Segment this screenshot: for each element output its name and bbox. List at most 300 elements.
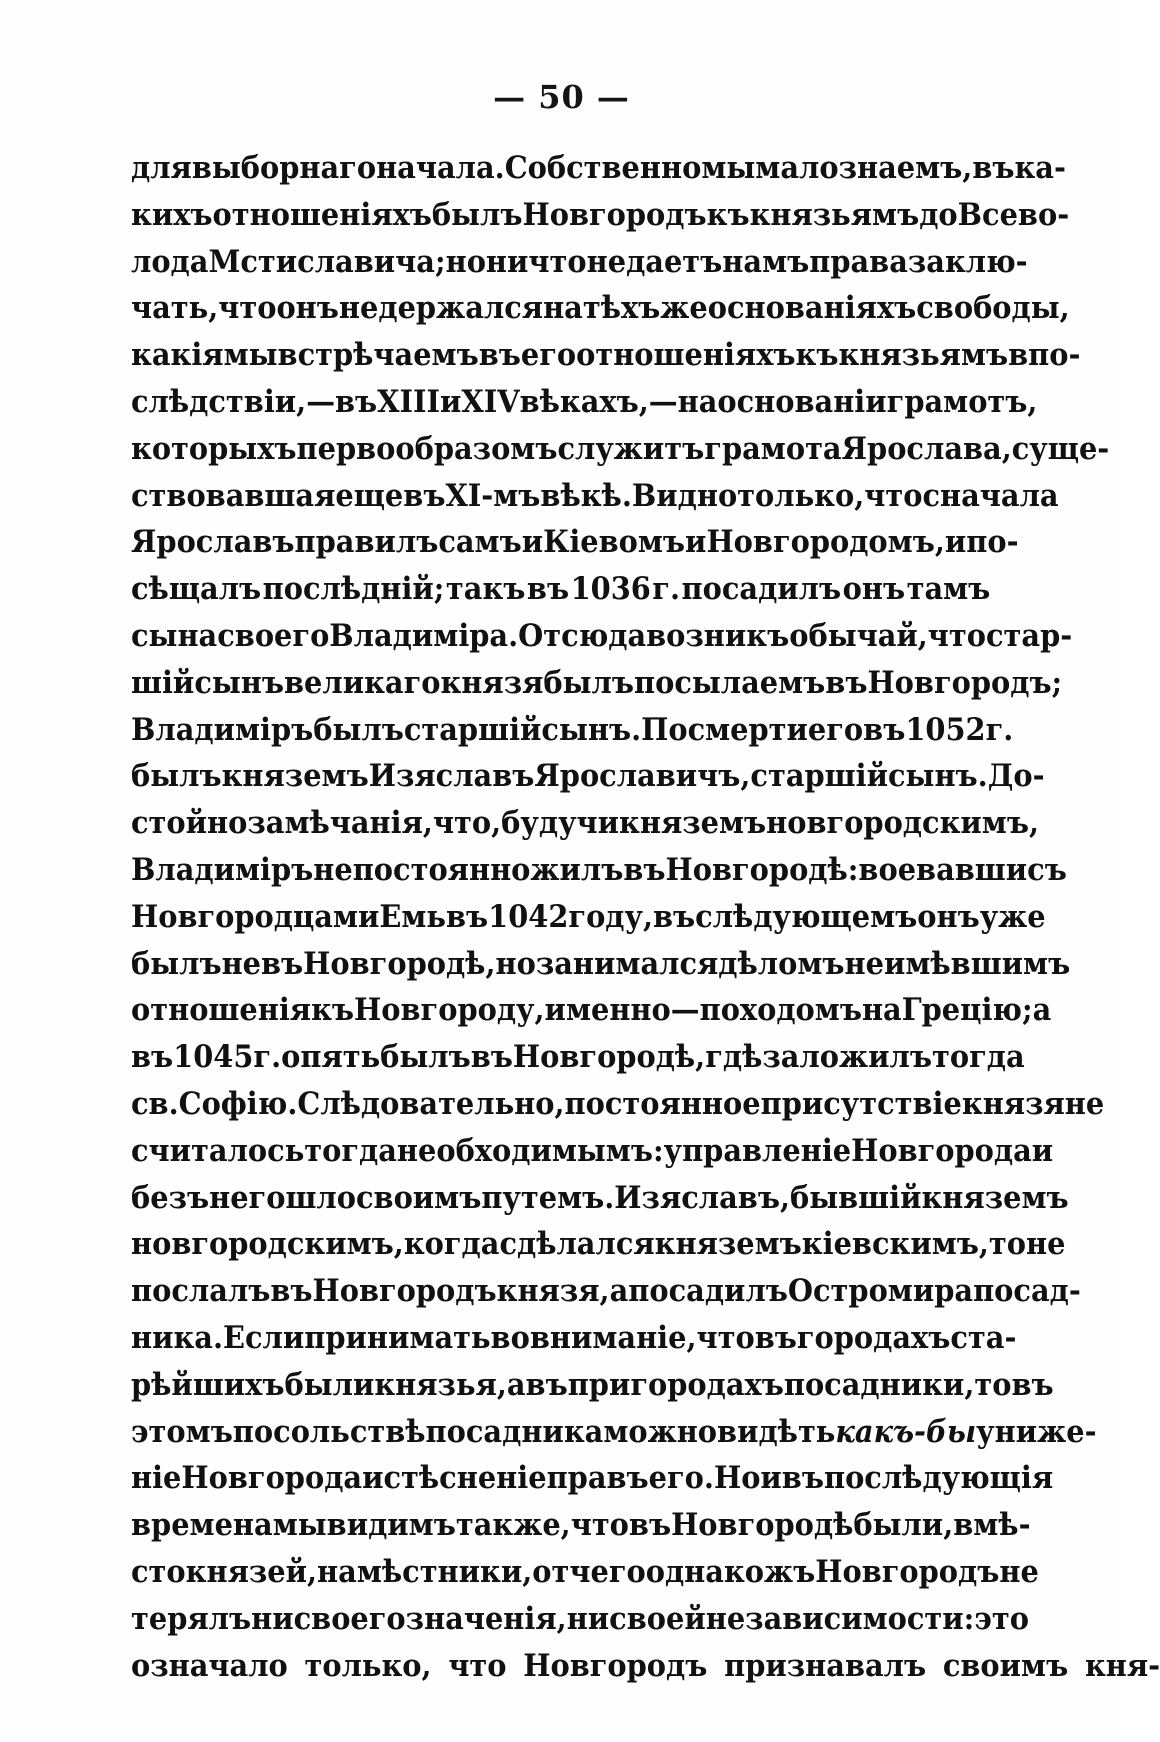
word: сына xyxy=(131,617,218,654)
word: знаемъ, xyxy=(838,150,973,186)
word: держался xyxy=(378,290,544,327)
word: какія xyxy=(131,337,224,374)
word: шій xyxy=(131,664,195,701)
word: въ xyxy=(131,1039,174,1076)
word: въ xyxy=(628,1507,672,1544)
word: видимъ xyxy=(326,1507,456,1544)
word: видѣть xyxy=(717,1413,836,1450)
word: XIV xyxy=(461,383,520,420)
word: безъ xyxy=(131,1179,210,1216)
word: Видно xyxy=(631,477,738,514)
word: что xyxy=(570,1507,629,1544)
word: Владиміръ xyxy=(131,851,314,888)
word: замѣчанія, xyxy=(247,805,433,842)
word: лода xyxy=(131,243,209,280)
word: Кіевомъ xyxy=(543,524,686,561)
text-line xyxy=(131,243,1028,291)
word: не xyxy=(1026,1226,1066,1263)
word: Ярославъ xyxy=(131,524,295,561)
text-line xyxy=(131,992,1052,1039)
word: то xyxy=(974,1366,1012,1403)
word: не xyxy=(313,851,353,888)
word: княземъ xyxy=(921,1179,1069,1216)
word: и xyxy=(685,524,707,561)
text-line xyxy=(131,851,1067,899)
word: Мстиславича; xyxy=(208,243,446,280)
word: такъ xyxy=(445,571,526,608)
word: своего xyxy=(293,1600,406,1637)
word: своего xyxy=(217,617,330,654)
text-line xyxy=(131,337,1081,384)
word: Всево- xyxy=(957,196,1070,233)
word: великаго xyxy=(283,664,441,701)
word: былъ xyxy=(131,758,222,795)
word: Новгородъ xyxy=(522,196,707,233)
text-line xyxy=(131,430,1110,478)
word: тамъ xyxy=(906,571,991,608)
word: чать, xyxy=(131,290,219,327)
word: путемъ. xyxy=(481,1179,615,1216)
word: что xyxy=(448,1647,507,1684)
word: также, xyxy=(455,1507,571,1544)
word: сѣщалъ xyxy=(131,571,262,608)
word: въ xyxy=(270,1273,313,1310)
word: смерти xyxy=(687,711,808,748)
word: г. xyxy=(253,1039,282,1076)
text-line xyxy=(131,524,1019,571)
word: и xyxy=(521,524,544,561)
text-line xyxy=(131,664,1063,712)
word: отношеніяхъ xyxy=(576,337,796,374)
word: занимался xyxy=(535,945,719,982)
word: отношеніяхъ xyxy=(212,196,432,233)
text-line xyxy=(131,711,1014,759)
word: Грецію; xyxy=(901,992,1033,1029)
word: на xyxy=(861,992,902,1029)
word: необходимымъ: xyxy=(396,1132,664,1169)
word: постоянное xyxy=(564,1085,761,1122)
word: Новгородомъ, xyxy=(706,524,945,561)
word: Новгорода xyxy=(851,1132,1032,1169)
word: слѣдствіи,—въ xyxy=(131,383,378,420)
word: не xyxy=(338,290,379,327)
word: что xyxy=(927,617,987,654)
text-line xyxy=(131,1179,1069,1227)
word: къ xyxy=(311,992,355,1029)
word: значенія, xyxy=(405,1600,567,1637)
word: сынъ. xyxy=(541,711,642,748)
word: только, xyxy=(304,1647,432,1684)
word: и xyxy=(944,524,967,561)
word: стѣсненіе xyxy=(383,1460,547,1497)
word: 1042 xyxy=(488,898,569,935)
text-line xyxy=(131,1460,1054,1507)
word: ста- xyxy=(950,1319,1017,1356)
word: Софію. xyxy=(178,1085,298,1122)
word: что xyxy=(696,1319,755,1356)
word: княземъ xyxy=(221,758,369,795)
word: ствовавшая xyxy=(131,477,336,514)
word: ни xyxy=(485,243,529,280)
word: впо- xyxy=(1008,337,1081,374)
word: — xyxy=(670,992,700,1029)
word: воевавши xyxy=(858,851,1028,888)
word: служитъ xyxy=(557,430,705,467)
word: то xyxy=(988,1226,1027,1263)
word: Новгородѣ: xyxy=(665,851,859,888)
word: независимости: xyxy=(705,1600,975,1637)
word: Владиміра. xyxy=(329,617,519,654)
word: отчего xyxy=(532,1553,646,1590)
word: шло xyxy=(285,1179,356,1216)
word: Собственно xyxy=(504,150,702,186)
word: Новгородцами xyxy=(131,898,380,935)
word: и xyxy=(362,1460,384,1497)
word: гдѣ xyxy=(705,1039,763,1076)
word: грамотъ, xyxy=(886,383,1038,420)
word: мы xyxy=(701,150,756,186)
word: былъ xyxy=(543,664,634,701)
text-line xyxy=(131,1507,1031,1554)
word: мы xyxy=(223,337,278,374)
word: По xyxy=(641,711,688,748)
text-line xyxy=(131,150,1066,197)
text-line xyxy=(131,1132,1054,1180)
word: постоянно xyxy=(352,851,531,888)
word: былъ xyxy=(313,711,404,748)
word: принимать xyxy=(304,1319,491,1356)
text-line xyxy=(131,1039,1025,1086)
word: правъ xyxy=(546,1460,649,1497)
text-line xyxy=(131,1600,1029,1648)
word: сначала xyxy=(922,477,1059,514)
word: уже xyxy=(979,898,1046,935)
word: не xyxy=(1064,1085,1105,1122)
word: что xyxy=(218,290,277,327)
word: считалось xyxy=(131,1132,305,1169)
word: походомъ xyxy=(699,992,862,1029)
word: суще- xyxy=(1011,430,1110,467)
word: своимъ xyxy=(355,1179,482,1216)
word: княземъ xyxy=(619,805,767,842)
word: него xyxy=(209,1179,286,1216)
text-line xyxy=(131,477,1059,525)
word: своимъ xyxy=(942,1647,1069,1684)
word: въ xyxy=(1011,1366,1054,1403)
word: до xyxy=(919,196,958,233)
word: въ xyxy=(526,571,570,608)
word: новгородскимъ, xyxy=(766,805,1039,842)
word: Новгородѣ, xyxy=(512,1039,706,1076)
word: ни xyxy=(251,1600,294,1637)
word: только, xyxy=(737,477,865,514)
word: права xyxy=(809,243,908,280)
word: былъ xyxy=(131,945,222,982)
text-line xyxy=(131,196,1070,244)
word: Новгороду, xyxy=(354,992,545,1029)
word: посадники, xyxy=(783,1366,975,1403)
word: къ xyxy=(795,337,839,374)
word: въ xyxy=(754,1319,797,1356)
text-line xyxy=(131,805,1039,852)
word: самъ xyxy=(438,524,522,561)
word: а xyxy=(609,1273,629,1310)
text-line xyxy=(131,1273,1081,1320)
word: признавалъ xyxy=(724,1647,927,1684)
word: какъ-бы xyxy=(835,1413,977,1450)
word: XIII xyxy=(377,383,441,420)
word: онъ xyxy=(917,898,980,935)
word: году, xyxy=(568,898,654,935)
word: а xyxy=(1032,992,1052,1029)
word: Новгородъ; xyxy=(867,664,1063,701)
word: князьямъ xyxy=(838,337,1009,374)
word: въ xyxy=(261,945,304,982)
word: его xyxy=(807,711,864,748)
word: Ярославичъ, xyxy=(534,758,751,795)
text-line xyxy=(131,1085,1105,1133)
word: Слѣдовательно, xyxy=(297,1085,565,1122)
word: рѣйшихъ xyxy=(131,1366,285,1403)
word: своей xyxy=(609,1600,706,1637)
word: стойно xyxy=(131,805,248,842)
word: мы xyxy=(272,1507,327,1544)
word: въ xyxy=(403,477,446,514)
word: князья, xyxy=(374,1366,507,1403)
word: когда xyxy=(403,1226,500,1263)
word: вмѣ- xyxy=(953,1507,1031,1544)
word: послѣдній; xyxy=(262,571,445,608)
word: на xyxy=(543,290,583,327)
word: тѣхъ xyxy=(582,290,661,327)
word: сдѣлался xyxy=(499,1226,655,1263)
word: кихъ xyxy=(131,196,213,233)
word: Изяславъ, xyxy=(614,1179,790,1216)
word: жилъ xyxy=(530,851,624,888)
word: намъ xyxy=(722,243,810,280)
word: вѣкахъ,—на xyxy=(519,383,718,420)
word: Ярослава, xyxy=(841,430,1012,467)
word: въ xyxy=(781,1460,824,1497)
word: можно xyxy=(603,1413,718,1450)
word: Новгородѣ xyxy=(671,1507,854,1544)
word: опять xyxy=(281,1039,381,1076)
word: въ xyxy=(825,664,868,701)
word: обычай, xyxy=(789,617,928,654)
word: возникъ xyxy=(646,617,790,654)
word: послѣдующія xyxy=(823,1460,1054,1497)
word: посад- xyxy=(973,1273,1081,1310)
text-line xyxy=(131,898,1046,946)
word: не xyxy=(221,945,262,982)
word: старшій xyxy=(403,711,542,748)
word: свободы, xyxy=(916,290,1070,327)
word: начала. xyxy=(376,150,505,186)
word: ка- xyxy=(1014,150,1066,186)
word: городахъ xyxy=(796,1319,951,1356)
word: вниманіе, xyxy=(529,1319,697,1356)
word: г. xyxy=(652,571,681,608)
word: для xyxy=(131,150,192,186)
word: посадилъ xyxy=(628,1273,788,1310)
word: Изяславъ xyxy=(368,758,535,795)
word: XI-мъ xyxy=(445,477,541,514)
word: въ xyxy=(478,337,521,374)
word: отношенія xyxy=(131,992,312,1029)
word: грамота xyxy=(704,430,842,467)
word: же xyxy=(660,290,708,327)
word: тогда xyxy=(931,1039,1025,1076)
word: не xyxy=(586,243,627,280)
text-line xyxy=(131,1413,1097,1461)
word: князя xyxy=(961,1085,1065,1122)
word: г. xyxy=(985,711,1014,748)
word: въ xyxy=(525,1366,568,1403)
word: княземъ xyxy=(654,1226,802,1263)
word: стар- xyxy=(986,617,1073,654)
word: былъ xyxy=(380,1039,471,1076)
word: князя, xyxy=(496,1273,610,1310)
word: князей, xyxy=(185,1553,318,1590)
word: посылаемъ xyxy=(633,664,826,701)
word: даетъ xyxy=(626,243,723,280)
word: однакожъ xyxy=(645,1553,816,1590)
word: старшій xyxy=(750,758,888,795)
word: сынъ. xyxy=(887,758,988,795)
word: терялъ xyxy=(131,1600,252,1637)
word: будучи xyxy=(501,805,620,842)
word: князьямъ xyxy=(749,196,920,233)
word: тогда xyxy=(304,1132,397,1169)
text-line xyxy=(131,1226,1066,1273)
text-line xyxy=(131,571,990,618)
word: которыхъ xyxy=(131,430,297,467)
word: Новгородъ xyxy=(312,1273,497,1310)
word: и xyxy=(440,383,462,420)
word: основаніи xyxy=(717,383,887,420)
word: сто xyxy=(131,1553,186,1590)
word: что, xyxy=(432,805,502,842)
word: а xyxy=(506,1366,526,1403)
text-line xyxy=(131,945,1071,993)
word: основаніяхъ xyxy=(707,290,917,327)
word: кіевскимъ, xyxy=(801,1226,989,1263)
page-number: — 50 — xyxy=(493,78,630,116)
word: съ xyxy=(1027,851,1067,888)
word: во xyxy=(490,1319,530,1356)
word: послалъ xyxy=(131,1273,271,1310)
word: его. xyxy=(648,1460,714,1497)
word: управленіе xyxy=(663,1132,852,1169)
word: Владиміръ xyxy=(131,711,314,748)
word: но xyxy=(495,945,536,982)
text-line xyxy=(131,1647,1160,1695)
body-text xyxy=(131,150,1160,1694)
word: были xyxy=(284,1366,375,1403)
word: Если xyxy=(223,1319,305,1356)
word: и xyxy=(760,1460,782,1497)
word: заклю- xyxy=(907,243,1028,280)
word: первообразомъ xyxy=(296,430,558,467)
word: встрѣчаемъ xyxy=(277,337,479,374)
word: посольствѣ xyxy=(232,1413,426,1450)
word: означало xyxy=(131,1647,288,1684)
text-line xyxy=(131,383,1038,431)
word: слѣдующемъ xyxy=(695,898,918,935)
word: времена xyxy=(131,1507,273,1544)
word: униже- xyxy=(976,1413,1097,1450)
word: Остромира xyxy=(787,1273,974,1310)
word: 1045 xyxy=(173,1039,254,1076)
word: что xyxy=(864,477,923,514)
word: Но xyxy=(713,1460,761,1497)
word: новгородскимъ, xyxy=(131,1226,404,1263)
text-line xyxy=(131,290,1070,337)
word: 1052 xyxy=(905,711,986,748)
word: еще xyxy=(335,477,404,514)
word: ніе xyxy=(131,1460,182,1497)
word: къ xyxy=(706,196,750,233)
word: въ xyxy=(972,150,1015,186)
text-line xyxy=(131,1319,1017,1367)
word: не xyxy=(999,1553,1039,1590)
word: Новгородъ xyxy=(523,1647,708,1684)
word: вѣкѣ. xyxy=(540,477,632,514)
text-line xyxy=(131,1553,1039,1601)
word: присутствіе xyxy=(760,1085,962,1122)
word: этомъ xyxy=(131,1413,233,1450)
text-line xyxy=(131,758,1045,805)
word: онъ xyxy=(842,571,906,608)
word: мало xyxy=(755,150,839,186)
word: именно xyxy=(544,992,671,1029)
word: имѣвшимъ xyxy=(883,945,1071,982)
word: дѣломъ xyxy=(718,945,845,982)
word: въ xyxy=(470,1039,513,1076)
word: Новгорода xyxy=(181,1460,363,1497)
word: посадилъ xyxy=(681,571,842,608)
word: были, xyxy=(853,1507,954,1544)
text-line xyxy=(131,617,1073,665)
word: не xyxy=(844,945,884,982)
word: Новгородѣ, xyxy=(303,945,496,982)
word: былъ xyxy=(431,196,523,233)
word: сынъ xyxy=(194,664,284,701)
word: св. xyxy=(131,1085,179,1122)
word: До- xyxy=(987,758,1045,795)
word: но xyxy=(445,243,486,280)
word: по- xyxy=(966,524,1019,561)
word: онъ xyxy=(276,290,339,327)
word: заложилъ xyxy=(762,1039,932,1076)
word: Новгородъ xyxy=(815,1553,1000,1590)
word: кня- xyxy=(1084,1647,1160,1684)
text-line xyxy=(131,1366,1054,1414)
word: что xyxy=(528,243,587,280)
word: 1036 xyxy=(570,571,651,608)
word: ника. xyxy=(131,1319,224,1356)
word: въ xyxy=(653,898,696,935)
word: Емь xyxy=(379,898,447,935)
word: Отсюда xyxy=(518,617,647,654)
word: посадника xyxy=(425,1413,604,1450)
word: намѣстники, xyxy=(317,1553,533,1590)
word: въ xyxy=(863,711,906,748)
word: въ xyxy=(446,898,489,935)
word: пригородахъ xyxy=(567,1366,784,1403)
word: его xyxy=(520,337,577,374)
word: князя xyxy=(440,664,544,701)
